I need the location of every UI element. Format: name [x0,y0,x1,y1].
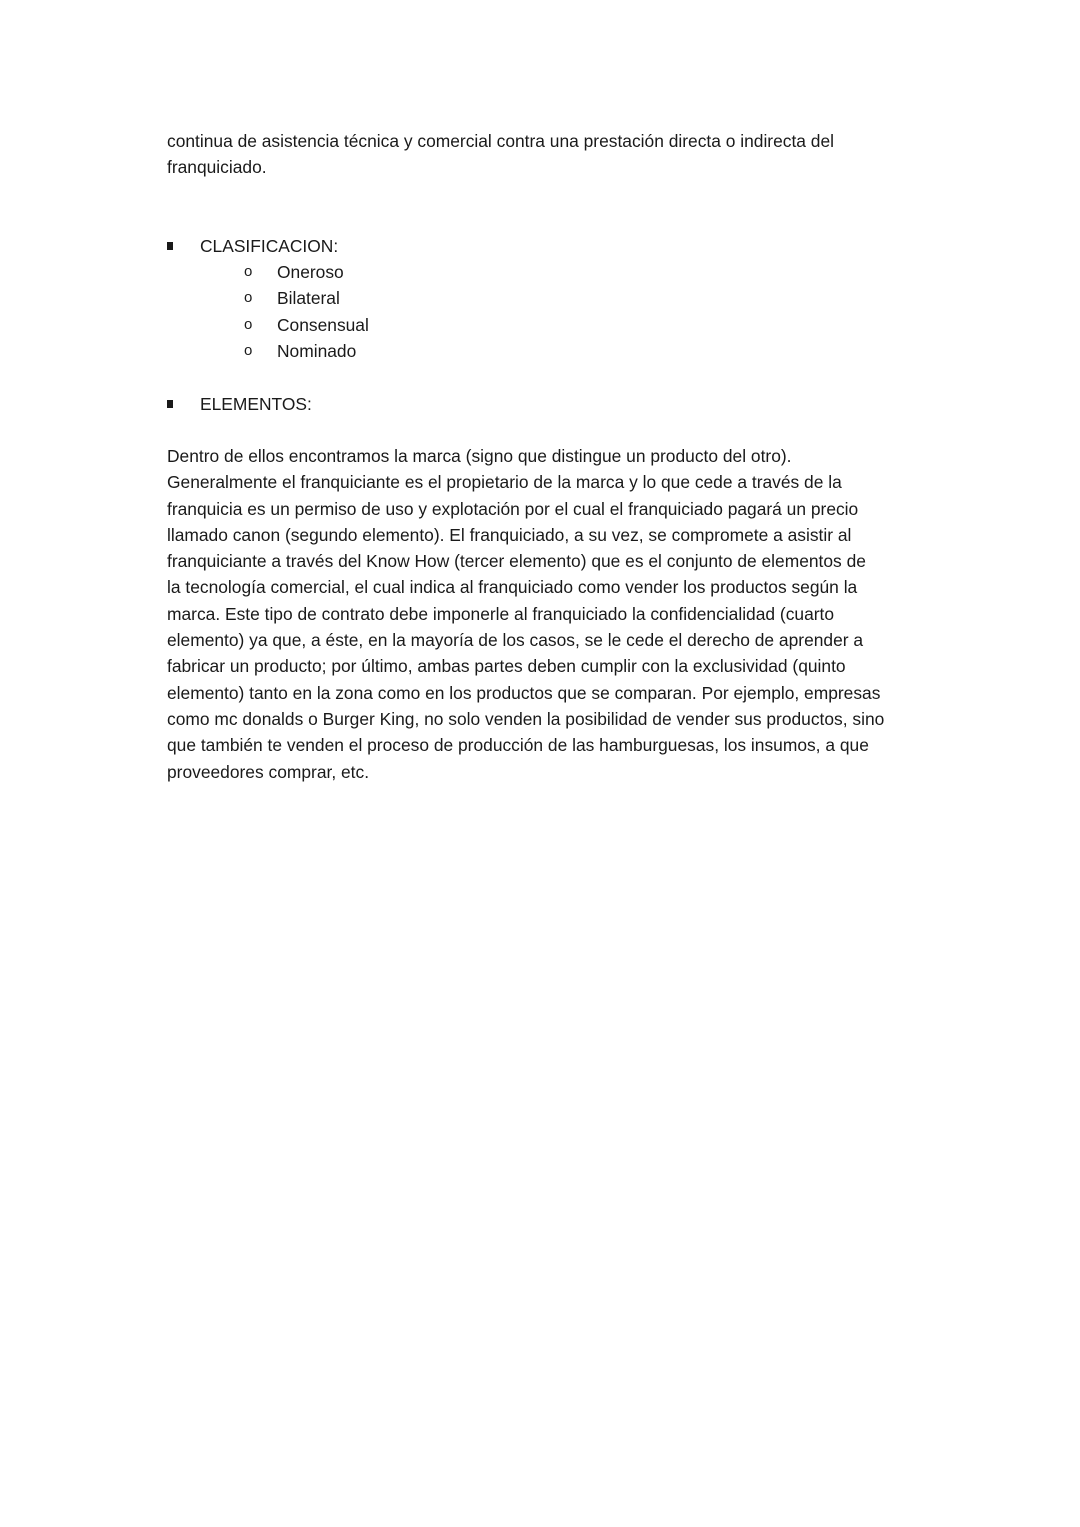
paragraph-line: elemento) ya que, a éste, en la mayoría de los casos, se le cede el derecho de aprender a [167,630,864,651]
paragraph-line: la tecnología comercial, el cual indica al franquiciado como vender los productos según la [167,577,858,598]
circle-bullet-icon: o [244,316,253,333]
sub-item-label: Nominado [277,341,357,361]
paragraph-line: elemento) tanto en la zona como en los productos que se comparan. Por ejemplo, empresas [167,682,881,703]
paragraph-line: proveedores comprar, etc. [167,761,370,782]
intro-line: continua de asistencia técnica y comercial contra una prestación directa o indirecta del [167,131,835,151]
circle-bullet-icon: o [244,342,253,359]
clasificacion-heading: CLASIFICACION: [200,236,339,256]
sub-item-label: Bilateral [277,288,340,308]
paragraph-line: como mc donalds o Burger King, no solo venden la posibilidad de vender sus productos, sino [167,708,885,729]
paragraph-line: Dentro de ellos encontramos la marca (signo que distingue un producto del otro). [167,446,792,466]
paragraph-line: franquiciante a través del Know How (tercer elemento) que es el conjunto de elementos de [167,551,866,572]
paragraph-line: franquicia es un permiso de uso y explotación por el cual el franquiciado pagará un precio [167,498,859,519]
circle-bullet-icon: o [244,289,253,306]
paragraph-line: Generalmente el franquiciante es el propietario de la marca y lo que cede a través de la [167,472,842,493]
paragraph-line: que también te venden el proceso de producción de las hamburguesas, los insumos, a que [167,735,869,756]
square-bullet-icon [167,400,173,408]
sub-item-label: Consensual [277,315,369,335]
square-bullet-icon [167,242,173,250]
circle-bullet-icon: o [244,263,253,280]
paragraph-line: fabricar un producto; por último, ambas partes deben cumplir con la exclusividad (quinto [167,656,846,677]
paragraph-line: marca. Este tipo de contrato debe imponerle al franquiciado la confidencialidad (cuarto [167,603,835,624]
intro-line: franquiciado. [167,157,267,178]
paragraph-line: llamado canon (segundo elemento). El franquiciado, a su vez, se compromete a asistir al [167,524,852,545]
sub-item-label: Oneroso [277,262,344,282]
intro-paragraph [167,128,927,181]
elementos-paragraph [167,443,927,785]
elementos-heading: ELEMENTOS: [200,394,312,414]
